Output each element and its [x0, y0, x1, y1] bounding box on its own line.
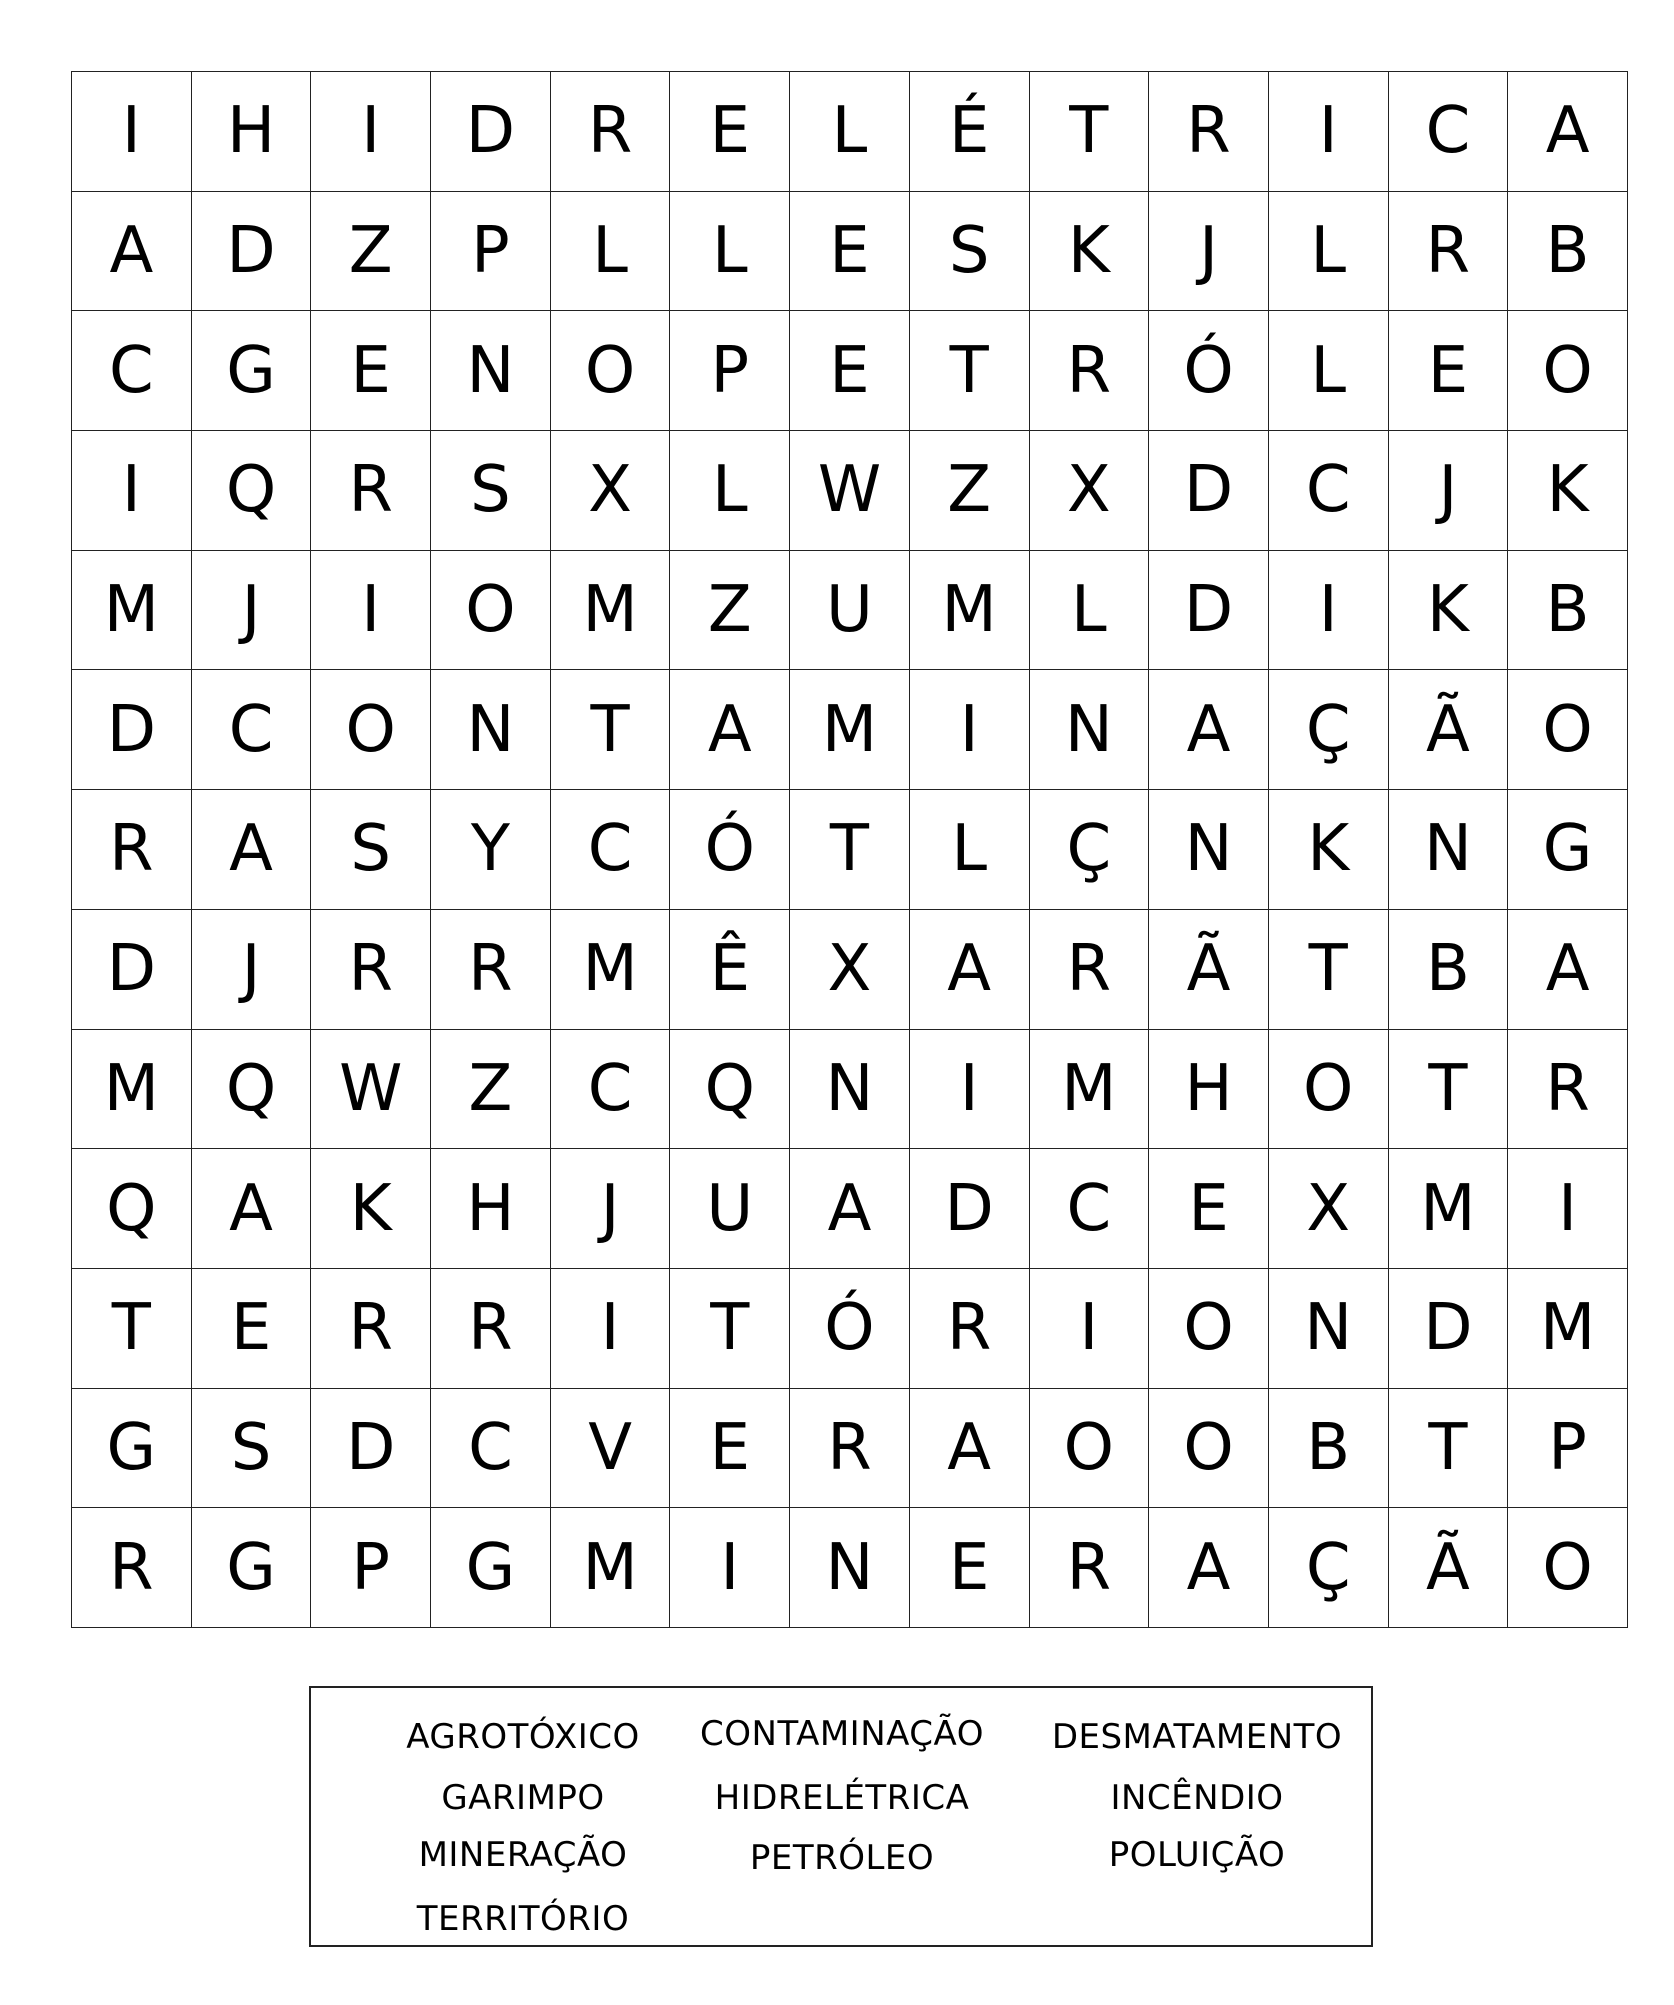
grid-cell[interactable]: E: [1149, 1149, 1269, 1269]
grid-cell[interactable]: A: [72, 191, 192, 311]
grid-cell[interactable]: N: [1268, 1268, 1388, 1388]
grid-cell[interactable]: P: [431, 191, 551, 311]
grid-cell[interactable]: A: [909, 909, 1029, 1029]
grid-cell[interactable]: Ç: [1268, 1508, 1388, 1628]
grid-cell[interactable]: Q: [191, 1029, 311, 1149]
grid-cell[interactable]: L: [790, 72, 910, 192]
grid-cell[interactable]: N: [1029, 670, 1149, 790]
word-garimpo: GARIMPO: [441, 1778, 605, 1818]
grid-cell[interactable]: I: [670, 1508, 790, 1628]
grid-cell[interactable]: A: [909, 1388, 1029, 1508]
grid-cell[interactable]: M: [790, 670, 910, 790]
grid-cell[interactable]: N: [1149, 790, 1269, 910]
grid-cell[interactable]: I: [72, 72, 192, 192]
grid-cell[interactable]: O: [431, 550, 551, 670]
grid-cell[interactable]: G: [191, 1508, 311, 1628]
grid-cell[interactable]: C: [431, 1388, 551, 1508]
grid-cell[interactable]: W: [790, 431, 910, 551]
grid-row: [72, 670, 1628, 790]
grid-cell[interactable]: S: [191, 1388, 311, 1508]
grid-cell[interactable]: Ã: [1149, 909, 1269, 1029]
grid-cell[interactable]: Z: [909, 431, 1029, 551]
grid-cell[interactable]: A: [670, 670, 790, 790]
grid-cell[interactable]: L: [670, 431, 790, 551]
grid-cell[interactable]: X: [550, 431, 670, 551]
grid-row: [72, 431, 1628, 551]
grid-cell[interactable]: S: [311, 790, 431, 910]
grid-cell[interactable]: L: [909, 790, 1029, 910]
grid-cell[interactable]: A: [191, 1149, 311, 1269]
grid-cell[interactable]: Ã: [1388, 1508, 1508, 1628]
grid-cell[interactable]: Ã: [1388, 670, 1508, 790]
grid-cell[interactable]: I: [1268, 550, 1388, 670]
grid-cell[interactable]: R: [311, 431, 431, 551]
grid-cell[interactable]: I: [72, 431, 192, 551]
grid-cell[interactable]: R: [1508, 1029, 1628, 1149]
grid-cell[interactable]: K: [1388, 550, 1508, 670]
grid-cell[interactable]: J: [1388, 431, 1508, 551]
grid-cell[interactable]: Q: [670, 1029, 790, 1149]
grid-cell[interactable]: M: [1508, 1268, 1628, 1388]
grid-cell[interactable]: E: [790, 191, 910, 311]
grid-cell[interactable]: K: [311, 1149, 431, 1269]
grid-cell[interactable]: Ó: [1149, 311, 1269, 431]
grid-cell[interactable]: G: [431, 1508, 551, 1628]
grid-cell[interactable]: R: [550, 72, 670, 192]
grid-cell[interactable]: Ç: [1029, 790, 1149, 910]
grid-cell[interactable]: D: [909, 1149, 1029, 1269]
grid-cell[interactable]: M: [550, 909, 670, 1029]
grid-row: [72, 1268, 1628, 1388]
grid-cell[interactable]: L: [1268, 191, 1388, 311]
grid-cell[interactable]: O: [1149, 1268, 1269, 1388]
grid-cell[interactable]: Ê: [670, 909, 790, 1029]
grid-cell[interactable]: Z: [431, 1029, 551, 1149]
grid-cell[interactable]: A: [790, 1149, 910, 1269]
grid-cell[interactable]: P: [311, 1508, 431, 1628]
grid-cell[interactable]: T: [72, 1268, 192, 1388]
grid-cell[interactable]: I: [909, 670, 1029, 790]
grid-cell[interactable]: K: [1029, 191, 1149, 311]
grid-cell[interactable]: C: [191, 670, 311, 790]
grid-cell[interactable]: C: [550, 1029, 670, 1149]
grid-cell[interactable]: I: [1508, 1149, 1628, 1269]
grid-cell[interactable]: M: [909, 550, 1029, 670]
grid-cell[interactable]: M: [550, 1508, 670, 1628]
grid-cell[interactable]: D: [311, 1388, 431, 1508]
word-mineracao: MINERAÇÃO: [418, 1835, 628, 1875]
grid-cell[interactable]: J: [1149, 191, 1269, 311]
grid-cell[interactable]: Ó: [670, 790, 790, 910]
grid-row: [72, 550, 1628, 670]
grid-cell[interactable]: R: [1029, 1508, 1149, 1628]
grid-cell[interactable]: T: [550, 670, 670, 790]
grid-cell[interactable]: E: [191, 1268, 311, 1388]
grid-cell[interactable]: M: [550, 550, 670, 670]
grid-cell[interactable]: L: [1268, 311, 1388, 431]
grid-cell[interactable]: P: [1508, 1388, 1628, 1508]
grid-cell[interactable]: D: [431, 72, 551, 192]
grid-cell[interactable]: R: [72, 790, 192, 910]
grid-cell[interactable]: R: [311, 909, 431, 1029]
grid-cell[interactable]: T: [1029, 72, 1149, 192]
grid-cell[interactable]: Ó: [790, 1268, 910, 1388]
grid-row: [72, 1508, 1628, 1628]
grid-cell[interactable]: C: [1268, 431, 1388, 551]
grid-cell[interactable]: H: [191, 72, 311, 192]
word-agrotoxico: AGROTÓXICO: [406, 1717, 640, 1757]
grid-cell[interactable]: M: [1388, 1149, 1508, 1269]
grid-cell[interactable]: L: [550, 191, 670, 311]
grid-cell[interactable]: G: [1508, 790, 1628, 910]
grid-cell[interactable]: I: [311, 550, 431, 670]
grid-cell[interactable]: S: [909, 191, 1029, 311]
grid-cell[interactable]: E: [909, 1508, 1029, 1628]
grid-cell[interactable]: J: [550, 1149, 670, 1269]
grid-cell[interactable]: O: [1508, 311, 1628, 431]
grid-cell[interactable]: R: [431, 1268, 551, 1388]
grid-cell[interactable]: R: [311, 1268, 431, 1388]
grid-cell[interactable]: Z: [311, 191, 431, 311]
grid-cell[interactable]: A: [1508, 72, 1628, 192]
grid-cell[interactable]: T: [790, 790, 910, 910]
grid-cell[interactable]: L: [670, 191, 790, 311]
grid-cell[interactable]: B: [1268, 1388, 1388, 1508]
grid-cell[interactable]: U: [790, 550, 910, 670]
grid-cell[interactable]: M: [72, 550, 192, 670]
grid-cell[interactable]: I: [1268, 72, 1388, 192]
word-desmatamento: DESMATAMENTO: [1051, 1717, 1343, 1757]
word-contaminacao: CONTAMINAÇÃO: [700, 1714, 984, 1754]
grid-cell[interactable]: N: [790, 1508, 910, 1628]
grid-cell[interactable]: O: [311, 670, 431, 790]
grid-cell[interactable]: D: [72, 909, 192, 1029]
grid-cell[interactable]: R: [1029, 909, 1149, 1029]
grid-cell[interactable]: G: [72, 1388, 192, 1508]
grid-cell[interactable]: B: [1508, 191, 1628, 311]
word-bank: [309, 1686, 1373, 1947]
grid-cell[interactable]: A: [1149, 1508, 1269, 1628]
grid-cell[interactable]: R: [1149, 72, 1269, 192]
grid-cell[interactable]: B: [1508, 550, 1628, 670]
grid-cell[interactable]: D: [1149, 431, 1269, 551]
grid-cell[interactable]: D: [1149, 550, 1269, 670]
grid-cell[interactable]: B: [1388, 909, 1508, 1029]
grid-cell[interactable]: A: [191, 790, 311, 910]
grid-cell[interactable]: K: [1268, 790, 1388, 910]
grid-cell[interactable]: M: [1029, 1029, 1149, 1149]
grid-row: [72, 1029, 1628, 1149]
grid-cell[interactable]: N: [790, 1029, 910, 1149]
word-hidreletrica: HIDRELÉTRICA: [714, 1778, 970, 1818]
grid-cell[interactable]: S: [431, 431, 551, 551]
grid-cell[interactable]: O: [1508, 1508, 1628, 1628]
grid-row: [72, 909, 1628, 1029]
grid-cell[interactable]: D: [1388, 1268, 1508, 1388]
grid-cell[interactable]: I: [1029, 1268, 1149, 1388]
grid-row: [72, 191, 1628, 311]
grid-row: [72, 790, 1628, 910]
grid-cell[interactable]: N: [1388, 790, 1508, 910]
grid-cell[interactable]: X: [790, 909, 910, 1029]
grid-cell[interactable]: C: [550, 790, 670, 910]
grid-cell[interactable]: T: [1268, 909, 1388, 1029]
grid-cell[interactable]: C: [72, 311, 192, 431]
grid-cell[interactable]: I: [909, 1029, 1029, 1149]
grid-cell[interactable]: A: [1149, 670, 1269, 790]
grid-cell[interactable]: R: [431, 909, 551, 1029]
word-territorio: TERRITÓRIO: [416, 1899, 630, 1939]
grid-cell[interactable]: X: [1029, 431, 1149, 551]
grid-cell[interactable]: O: [1268, 1029, 1388, 1149]
grid-cell[interactable]: I: [311, 72, 431, 192]
grid-cell[interactable]: O: [1508, 670, 1628, 790]
grid-cell[interactable]: J: [191, 909, 311, 1029]
grid-cell[interactable]: T: [670, 1268, 790, 1388]
grid-cell[interactable]: W: [311, 1029, 431, 1149]
word-poluicao: POLUIÇÃO: [1108, 1835, 1286, 1875]
grid-cell[interactable]: Ç: [1268, 670, 1388, 790]
grid-cell[interactable]: Z: [670, 550, 790, 670]
grid-cell[interactable]: E: [1388, 311, 1508, 431]
grid-cell[interactable]: R: [1388, 191, 1508, 311]
grid-cell[interactable]: Q: [72, 1149, 192, 1269]
grid-cell[interactable]: X: [1268, 1149, 1388, 1269]
grid-cell[interactable]: E: [311, 311, 431, 431]
grid-cell[interactable]: H: [1149, 1029, 1269, 1149]
grid-cell[interactable]: A: [1508, 909, 1628, 1029]
grid-row: [72, 1149, 1628, 1269]
grid-cell[interactable]: N: [431, 311, 551, 431]
grid-cell[interactable]: O: [550, 311, 670, 431]
grid-cell[interactable]: M: [72, 1029, 192, 1149]
grid-cell[interactable]: R: [72, 1508, 192, 1628]
grid-cell[interactable]: K: [1508, 431, 1628, 551]
grid-cell[interactable]: D: [72, 670, 192, 790]
grid-row: [72, 311, 1628, 431]
grid-cell[interactable]: E: [790, 311, 910, 431]
grid-cell[interactable]: E: [670, 72, 790, 192]
grid-cell[interactable]: V: [550, 1388, 670, 1508]
grid-cell[interactable]: T: [1388, 1388, 1508, 1508]
grid-cell[interactable]: P: [670, 311, 790, 431]
grid-cell[interactable]: R: [909, 1268, 1029, 1388]
grid-cell[interactable]: T: [909, 311, 1029, 431]
grid-cell[interactable]: T: [1388, 1029, 1508, 1149]
grid-row: [72, 1388, 1628, 1508]
grid-cell[interactable]: R: [1029, 311, 1149, 431]
grid-row: [72, 72, 1628, 192]
grid-cell[interactable]: D: [191, 191, 311, 311]
grid-cell[interactable]: I: [550, 1268, 670, 1388]
grid-cell[interactable]: R: [790, 1388, 910, 1508]
grid-cell[interactable]: Y: [431, 790, 551, 910]
grid-cell[interactable]: É: [909, 72, 1029, 192]
grid-cell[interactable]: C: [1029, 1149, 1149, 1269]
grid-cell[interactable]: C: [1388, 72, 1508, 192]
grid-cell[interactable]: H: [431, 1149, 551, 1269]
grid-cell[interactable]: O: [1149, 1388, 1269, 1508]
grid-cell[interactable]: Q: [191, 431, 311, 551]
grid-cell[interactable]: E: [670, 1388, 790, 1508]
grid-cell[interactable]: O: [1029, 1388, 1149, 1508]
word-incendio: INCÊNDIO: [1110, 1778, 1284, 1818]
grid-cell[interactable]: N: [431, 670, 551, 790]
grid-cell[interactable]: U: [670, 1149, 790, 1269]
grid-cell[interactable]: L: [1029, 550, 1149, 670]
grid-cell[interactable]: G: [191, 311, 311, 431]
grid-cell[interactable]: J: [191, 550, 311, 670]
letter-grid: [71, 71, 1628, 1628]
word-petroleo: PETRÓLEO: [749, 1838, 935, 1878]
